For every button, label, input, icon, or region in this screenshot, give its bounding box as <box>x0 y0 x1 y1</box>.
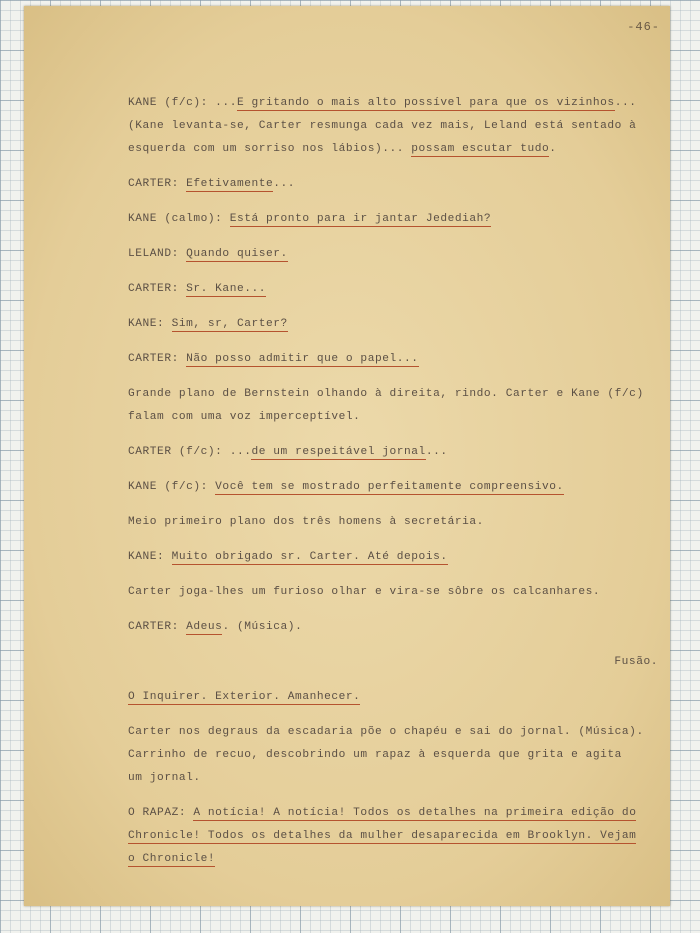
script-paragraph <box>128 348 658 371</box>
paragraph-gap <box>128 231 658 243</box>
underlined-text: Quando quiser. <box>186 248 288 260</box>
text-line <box>128 721 658 744</box>
paragraph-gap <box>128 604 658 616</box>
text-line <box>128 278 658 301</box>
paragraph-gap <box>128 709 658 721</box>
script-paragraph <box>128 243 658 266</box>
underlined-text: Está pronto para ir jantar Jedediah? <box>229 213 492 225</box>
page-number: -46- <box>627 20 660 34</box>
text-segment: O RAPAZ: <box>128 807 194 819</box>
underlined-text: Muito obrigado sr. Carter. Até depois. <box>171 551 448 563</box>
text-segment: Fusão. <box>614 656 658 668</box>
underlined-text: A notícia! A notícia! Todos os detalhes na primeira edição do <box>193 807 637 819</box>
text-segment: . <box>549 143 557 155</box>
text-segment: Carter joga-lhes um furioso olhar e vira-se sôbre os calcanhares. <box>128 586 601 598</box>
underlined-text: Chronicle! Todos os detalhes da mulher desaparecida em Brooklyn. Vejam <box>128 830 637 842</box>
text-line <box>128 825 658 848</box>
paragraph-gap <box>128 371 658 383</box>
text-line <box>128 848 658 871</box>
underlined-text: O Inquirer. Exterior. Amanhecer. <box>128 691 361 703</box>
script-paragraph <box>128 721 658 790</box>
script-paragraph <box>128 581 658 604</box>
text-segment: Meio primeiro plano dos três homens à secretária. <box>128 516 484 528</box>
text-line <box>128 92 658 115</box>
script-paragraph <box>128 278 658 301</box>
script-paragraph <box>128 92 658 161</box>
text-line <box>128 441 658 464</box>
script-paragraph <box>128 208 658 231</box>
script-paragraph <box>128 616 658 639</box>
script-paragraph <box>128 173 658 196</box>
text-line <box>128 115 658 138</box>
text-segment: KANE: <box>128 318 172 330</box>
text-segment: CARTER: <box>128 621 187 633</box>
paragraph-gap <box>128 464 658 476</box>
underlined-text: o Chronicle! <box>128 853 216 865</box>
paragraph-gap <box>128 429 658 441</box>
text-segment: . (Música). <box>222 621 303 633</box>
underlined-text: Efetivamente <box>186 178 274 190</box>
text-line <box>128 546 658 569</box>
text-segment: LELAND: <box>128 248 187 260</box>
paragraph-gap <box>128 499 658 511</box>
text-segment: Grande plano de Bernstein olhando à direita, rindo. Carter e Kane (f/c) <box>128 388 644 400</box>
script-paragraph <box>128 651 658 674</box>
text-segment: KANE: <box>128 551 172 563</box>
underlined-text: Adeus <box>186 621 223 633</box>
script-paragraph <box>128 686 658 709</box>
text-line <box>128 744 658 767</box>
paragraph-gap <box>128 674 658 686</box>
text-line <box>128 383 658 406</box>
text-line <box>128 138 658 161</box>
text-segment: um jornal. <box>128 772 201 784</box>
text-line <box>128 616 658 639</box>
paragraph-gap <box>128 569 658 581</box>
text-line <box>128 208 658 231</box>
text-line <box>128 348 658 371</box>
paragraph-gap <box>128 639 658 651</box>
underlined-text: Sim, sr, Carter? <box>171 318 288 330</box>
underlined-text: E gritando o mais alto possível para que os vizinhos <box>236 97 615 109</box>
text-line <box>128 313 658 336</box>
paragraph-gap <box>128 266 658 278</box>
script-text <box>128 92 658 871</box>
underlined-text: possam escutar tudo <box>411 143 550 155</box>
script-paragraph <box>128 383 658 429</box>
text-segment: Carrinho de recuo, descobrindo um rapaz à esquerda que grita e agita <box>128 749 622 761</box>
text-segment: ... <box>273 178 296 190</box>
underlined-text: Você tem se mostrado perfeitamente compreensivo. <box>215 481 564 493</box>
underlined-text: Não posso admitir que o papel... <box>186 353 419 365</box>
script-paragraph <box>128 511 658 534</box>
text-line <box>128 802 658 825</box>
text-segment: falam com uma voz imperceptível. <box>128 411 361 423</box>
script-paragraph <box>128 313 658 336</box>
text-segment: ... <box>425 446 448 458</box>
text-line <box>128 243 658 266</box>
typewritten-page <box>24 6 670 906</box>
paragraph-gap <box>128 790 658 802</box>
text-line <box>128 511 658 534</box>
script-paragraph <box>128 802 658 871</box>
text-line <box>128 406 658 429</box>
text-segment: CARTER: <box>128 178 187 190</box>
underlined-text: de um respeitável jornal <box>251 446 426 458</box>
text-segment: CARTER (f/c): ... <box>128 446 252 458</box>
text-line <box>128 581 658 604</box>
text-line <box>128 686 658 709</box>
text-segment: CARTER: <box>128 283 187 295</box>
text-segment: CARTER: <box>128 353 187 365</box>
script-paragraph <box>128 441 658 464</box>
text-line <box>128 476 658 499</box>
text-segment: KANE (f/c): <box>128 481 216 493</box>
paragraph-gap <box>128 336 658 348</box>
text-segment: KANE (f/c): ... <box>128 97 237 109</box>
text-segment: ... <box>614 97 637 109</box>
paragraph-gap <box>128 534 658 546</box>
text-segment: KANE (calmo): <box>128 213 230 225</box>
text-line <box>128 767 658 790</box>
text-segment: esquerda com um sorriso nos lábios)... <box>128 143 412 155</box>
text-line <box>128 651 658 674</box>
text-segment: (Kane levanta-se, Carter resmunga cada vez mais, Leland está sentado à <box>128 120 637 132</box>
text-line <box>128 173 658 196</box>
paragraph-gap <box>128 161 658 173</box>
script-paragraph <box>128 476 658 499</box>
script-paragraph <box>128 546 658 569</box>
paragraph-gap <box>128 196 658 208</box>
underlined-text: Sr. Kane... <box>186 283 267 295</box>
paragraph-gap <box>128 301 658 313</box>
text-segment: Carter nos degraus da escadaria põe o chapéu e sai do jornal. (Música). <box>128 726 644 738</box>
